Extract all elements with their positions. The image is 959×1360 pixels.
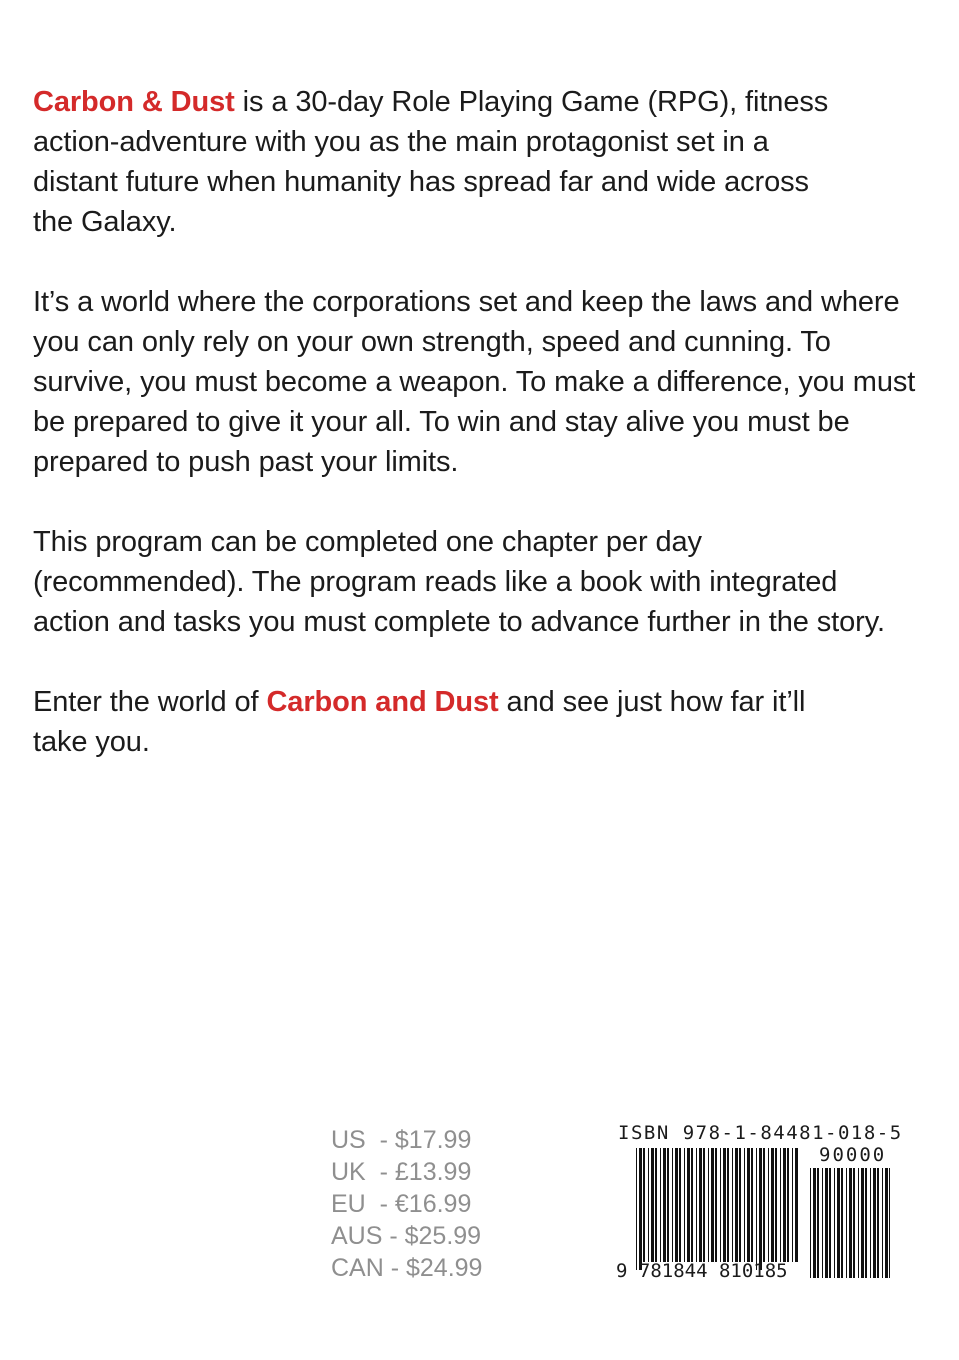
blurb-paragraph-1 <box>33 82 843 242</box>
price-aus: AUS - $25.99 <box>331 1222 482 1250</box>
book-title-highlight: Carbon & Dust <box>33 86 235 118</box>
isbn-barcode <box>614 1122 903 1288</box>
blurb-paragraph-3: This program can be completed one chapter per day (recommended). The program reads like a book with integrated action and tasks you must complete to advance further in the story. <box>33 526 885 638</box>
ean-digits: 9 781844 810185 <box>616 1260 788 1282</box>
price-uk: UK - £13.99 <box>331 1158 472 1186</box>
addon-code: 90000 <box>819 1144 887 1166</box>
blurb-paragraph-4 <box>33 682 843 762</box>
isbn-label: ISBN 978-1-84481-018-5 <box>618 1122 903 1144</box>
blurb-paragraph-1-text: is a 30-day Role Playing Game (RPG), fitness action-adventure with you as the main protagonist set in a distant future when humanity has spread far and wide across the Galaxy. <box>33 86 829 238</box>
blurb-text <box>33 82 933 802</box>
book-title-highlight-2: Carbon and Dust <box>266 686 499 718</box>
price-us: US - $17.99 <box>331 1126 472 1154</box>
blurb-paragraph-4-lead: Enter the world of <box>33 686 267 718</box>
blurb-paragraph-4-tail: and see just how far it’ll take you. <box>33 686 806 758</box>
price-list <box>331 1124 482 1284</box>
price-can: CAN - $24.99 <box>331 1254 483 1282</box>
price-eu: EU - €16.99 <box>331 1190 472 1218</box>
blurb-paragraph-2: It’s a world where the corporations set and keep the laws and where you can only rely on your own strength, speed and cunning. To survive, you must become a weapon. To make a difference, you must be prepared to give it your all. To win and stay alive you must be prepared to push past your limits. <box>33 286 916 478</box>
